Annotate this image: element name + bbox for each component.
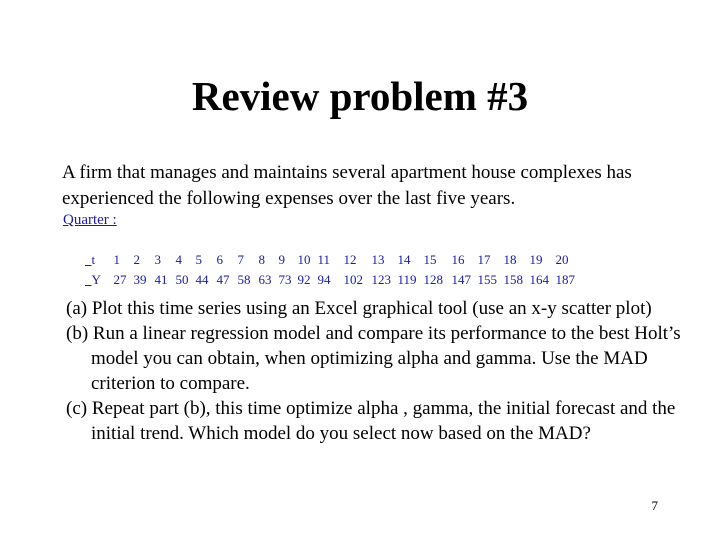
y-row-cell: 128 (423, 272, 443, 287)
questions-list (66, 296, 686, 446)
y-row-values (114, 272, 582, 287)
y-row-cell: 92 (297, 272, 311, 287)
question-b: (b) Run a linear regression model and compare its performance to the best Holt’s model you can obtain, when optimizing alpha and gamma. Use the MAD criterion to compare. (66, 323, 681, 394)
t-row-cell: 2 (133, 252, 140, 267)
t-row-cell: 10 (297, 252, 311, 267)
t-row-cell: 13 (371, 252, 385, 267)
question-a: (a) Plot this time series using an Excel graphical tool (use an x-y scatter plot) (66, 298, 652, 319)
quarter-label: Quarter : (63, 212, 117, 228)
y-row-cell: 123 (371, 272, 391, 287)
y-row-cell: 147 (451, 272, 471, 287)
t-row-cell: 19 (529, 252, 543, 267)
y-row-cell: 155 (477, 272, 497, 287)
y-row-cell: 58 (237, 272, 251, 287)
t-row-cell: 7 (237, 252, 244, 267)
y-row-cell: 44 (195, 272, 209, 287)
t-row-cell: 4 (175, 252, 182, 267)
y-row-cell: 94 (317, 272, 331, 287)
t-row-cell: 1 (113, 252, 120, 267)
y-row-cell: 47 (216, 272, 230, 287)
y-row-cell: 164 (529, 272, 549, 287)
question-c: (c) Repeat part (b), this time optimize alpha , gamma, the initial forecast and the initial trend. Which model do you select now based on the MAD? (66, 398, 676, 444)
t-row-cell: 12 (343, 252, 357, 267)
y-row-label: Y (91, 272, 101, 287)
y-row-cell: 27 (113, 272, 127, 287)
intro-paragraph: A firm that manages and maintains several apartment house complexes has experienced the following expenses over the last five years. (62, 162, 632, 209)
t-row-cell: 11 (317, 252, 331, 267)
page-number: 7 (651, 498, 658, 513)
y-row-cell: 119 (397, 272, 417, 287)
t-row-cell: 3 (154, 252, 161, 267)
y-row-cell: 50 (175, 272, 189, 287)
t-row-cell: 8 (258, 252, 265, 267)
y-row-cell: 73 (278, 272, 292, 287)
t-row-cell: 9 (278, 252, 285, 267)
t-row-cell: 16 (451, 252, 465, 267)
y-row (85, 256, 582, 288)
y-row-cell: 41 (154, 272, 168, 287)
t-row-cell: 5 (195, 252, 202, 267)
t-row-cell: 15 (423, 252, 437, 267)
t-row-cell: 6 (216, 252, 223, 267)
y-row-cell: 39 (133, 272, 147, 287)
y-row-cell: 187 (555, 272, 575, 287)
y-row-cell: 102 (343, 272, 363, 287)
t-row-cell: 18 (503, 252, 517, 267)
t-row-cell: 20 (555, 252, 569, 267)
y-row-cell: 158 (503, 272, 523, 287)
y-row-cell: 63 (258, 272, 272, 287)
slide-title: Review problem #3 (191, 73, 529, 119)
t-row-cell: 14 (397, 252, 411, 267)
t-row-cell: 17 (477, 252, 491, 267)
t-row-label: t (91, 252, 96, 267)
